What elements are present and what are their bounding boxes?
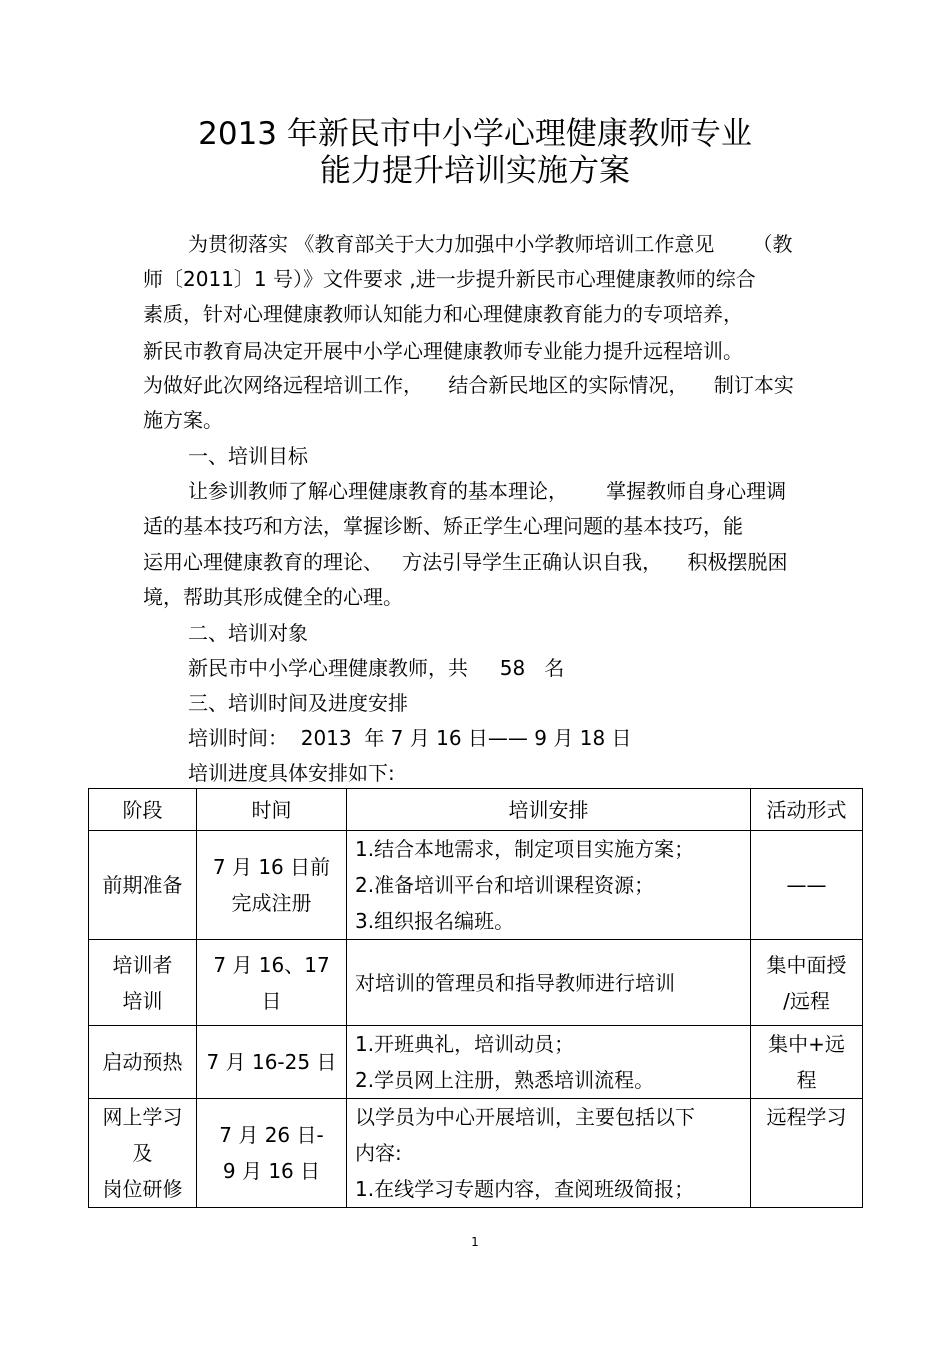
cell-line: 2.准备培训平台和培训课程资源； xyxy=(355,873,655,897)
cell-arrangement xyxy=(347,1026,751,1099)
section1-line: 境，帮助其形成健全的心理。 xyxy=(143,585,403,609)
cell-stage xyxy=(89,1026,197,1099)
cell-line: 岗位研修 xyxy=(102,1177,183,1201)
table-row xyxy=(89,940,863,1026)
cell-line: 启动预热 xyxy=(102,1050,183,1074)
cell-line: 1.结合本地需求，制定项目实施方案； xyxy=(355,837,695,861)
cell-line: 培训 xyxy=(122,988,163,1013)
cell-line: 远程学习 xyxy=(766,1105,847,1129)
header-stage: 阶段 xyxy=(89,789,197,831)
cell-line: 培训者 xyxy=(112,952,173,977)
document-title-line1: 2013 年新民市中小学心理健康教师专业 xyxy=(198,116,752,152)
table-row xyxy=(89,1099,863,1208)
intro-line: 为做好此次网络远程培训工作， 结合新民地区的实际情况， 制订本实 xyxy=(143,373,794,397)
cell-form xyxy=(751,1099,863,1208)
cell-line: 7 月 16、17 xyxy=(213,952,330,977)
cell-line: 1.在线学习专题内容，查阅班级简报； xyxy=(355,1177,695,1201)
cell-time xyxy=(197,831,347,940)
cell-line: 7 月 26 日- xyxy=(219,1123,324,1147)
section2-heading: 二、培训对象 xyxy=(188,621,308,645)
cell-line: 网上学习 xyxy=(102,1105,183,1129)
cell-line: 3.组织报名编班。 xyxy=(355,909,515,933)
cell-time xyxy=(197,940,347,1026)
cell-time xyxy=(197,1026,347,1099)
cell-line: 前期准备 xyxy=(102,873,183,897)
section2-line: 新民市中小学心理健康教师，共 58 名 xyxy=(188,656,565,680)
table-row xyxy=(89,831,863,940)
cell-line: 内容: xyxy=(355,1141,402,1165)
cell-line: 日 xyxy=(261,988,282,1013)
header-form: 活动形式 xyxy=(751,789,863,831)
cell-stage xyxy=(89,1099,197,1208)
intro-line: 为贯彻落实 《教育部关于大力加强中小学教师培训工作意见 （教 xyxy=(188,232,793,256)
training-time: 培训时间： 2013 年 7 月 16 日—— 9 月 18 日 xyxy=(188,726,632,750)
intro-line: 素质，针对心理健康教师认知能力和心理健康教育能力的专项培养， xyxy=(143,302,743,326)
cell-stage xyxy=(89,831,197,940)
schedule-table xyxy=(88,788,863,1208)
cell-line: 对培训的管理员和指导教师进行培训 xyxy=(355,970,675,995)
cell-time xyxy=(197,1099,347,1208)
cell-line: 7 月 16 日前 xyxy=(212,855,331,879)
section1-line: 运用心理健康教育的理论、 方法引导学生正确认识自我， 积极摆脱困 xyxy=(143,550,788,574)
cell-line: 以学员为中心开展培训，主要包括以下 xyxy=(355,1105,695,1129)
cell-line: 集中面授 xyxy=(766,952,847,977)
section1-line: 适的基本技巧和方法，掌握诊断、矫正学生心理问题的基本技巧，能 xyxy=(143,514,743,538)
document-title-line2: 能力提升培训实施方案 xyxy=(320,153,630,189)
cell-form xyxy=(751,1026,863,1099)
header-arrangement: 培训安排 xyxy=(347,789,751,831)
header-time: 时间 xyxy=(197,789,347,831)
cell-arrangement xyxy=(347,1099,751,1208)
cell-line: /远程 xyxy=(783,988,830,1013)
cell-arrangement xyxy=(347,940,751,1026)
cell-arrangement xyxy=(347,831,751,940)
cell-line: 7 月 16-25 日 xyxy=(206,1050,337,1074)
intro-line: 施方案。 xyxy=(143,408,223,432)
cell-line: 2.学员网上注册，熟悉培训流程。 xyxy=(355,1068,655,1092)
schedule-intro: 培训进度具体安排如下: xyxy=(188,761,395,785)
section1-line: 让参训教师了解心理健康教育的基本理论， 掌握教师自身心理调 xyxy=(188,479,787,503)
cell-line: 程 xyxy=(796,1068,817,1092)
section1-heading: 一、培训目标 xyxy=(188,444,308,468)
table-header-row xyxy=(89,789,863,831)
cell-line: 集中+远 xyxy=(768,1032,845,1056)
cell-line: 完成注册 xyxy=(231,891,312,915)
cell-stage xyxy=(89,940,197,1026)
page-number: 1 xyxy=(471,1235,479,1249)
cell-form xyxy=(751,940,863,1026)
intro-line: 新民市教育局决定开展中小学心理健康教师专业能力提升远程培训。 xyxy=(143,339,743,363)
section3-heading: 三、培训时间及进度安排 xyxy=(188,691,408,715)
cell-line: —— xyxy=(786,873,827,897)
cell-form xyxy=(751,831,863,940)
cell-line: 及 xyxy=(132,1141,153,1165)
cell-line: 9 月 16 日 xyxy=(222,1159,321,1183)
cell-line: 1.开班典礼，培训动员； xyxy=(355,1032,575,1056)
intro-line: 师〔2011〕1 号）》文件要求 ,进一步提升新民市心理健康教师的综合 xyxy=(143,267,756,291)
table-row xyxy=(89,1026,863,1099)
